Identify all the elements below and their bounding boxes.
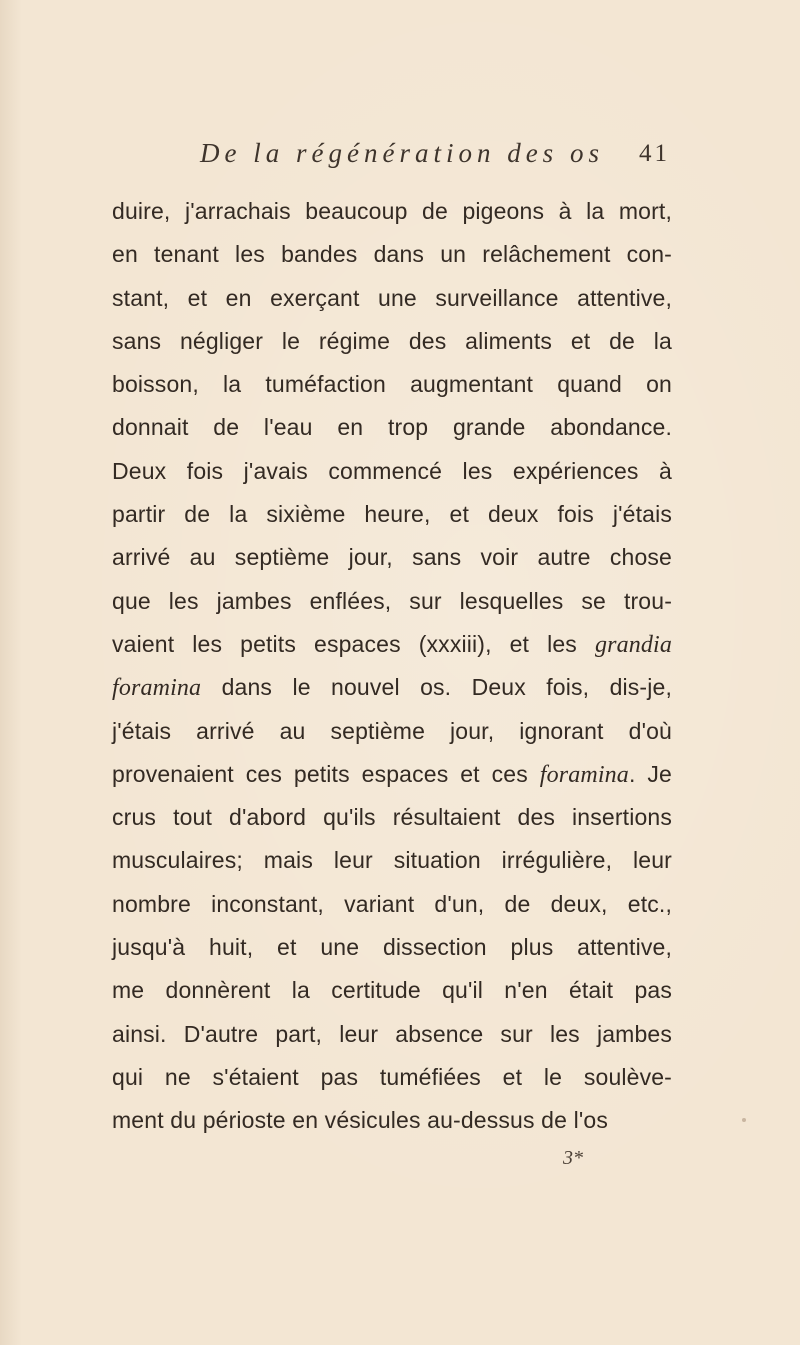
text-line: boisson, la tuméfaction augmentant quand on xyxy=(112,371,672,398)
text-line: j'étais arrivé au septième jour, ignorant d'où xyxy=(112,717,672,744)
text-segment: dans le nouvel os. Deux fois, dis-je, xyxy=(201,674,672,701)
text-line: nombre inconstant, variant d'un, de deux, etc., xyxy=(112,890,672,917)
text-segment: . Je xyxy=(628,760,672,787)
text-line: sans négliger le régime des aliments et de la xyxy=(112,327,672,354)
text-line: musculaires; mais leur situation irrégulière, leur xyxy=(112,847,672,874)
text-line: jusqu'à huit, et une dissection plus attentive, xyxy=(112,934,672,961)
text-line: partir de la sixième heure, et deux fois j'étais xyxy=(112,501,672,528)
running-head xyxy=(112,138,680,182)
italic-latin-term: grandia xyxy=(594,631,672,658)
text-segment: vaient les petits espaces (xxxiii), et les xyxy=(112,630,595,657)
body-text xyxy=(112,190,672,1143)
text-line: stant, et en exerçant une surveillance attentive, xyxy=(112,284,672,311)
signature-mark: 3* xyxy=(563,1147,583,1169)
text-line: que les jambes enflées, sur lesquelles se trou- xyxy=(112,587,672,614)
text-line xyxy=(112,753,672,796)
text-line: duire, j'arrachais beaucoup de pigeons à la mort, xyxy=(112,198,672,224)
text-line: me donnèrent la certitude qu'il n'en était pas xyxy=(112,977,672,1004)
text-line: en tenant les bandes dans un relâchement con- xyxy=(112,241,672,268)
text-line: qui ne s'étaient pas tuméfiées et le soulève- xyxy=(112,1063,672,1090)
text-line xyxy=(112,666,672,709)
text-line: crus tout d'abord qu'ils résultaient des insertions xyxy=(112,804,672,831)
text-line: donnait de l'eau en trop grande abondance. xyxy=(112,414,672,441)
text-segment: provenaient ces petits espaces et ces xyxy=(112,760,540,787)
running-title: De la régénération des os xyxy=(200,138,604,168)
text-line: ment du périoste en vésicules au-dessus de l'os xyxy=(112,1107,608,1134)
text-line: ainsi. D'autre part, leur absence sur les jambes xyxy=(112,1020,672,1047)
text-line: arrivé au septième jour, sans voir autre chose xyxy=(112,544,672,571)
page-number: 41 xyxy=(639,140,670,167)
italic-latin-term: foramina xyxy=(539,761,629,788)
text-line: Deux fois j'avais commencé les expériences à xyxy=(112,457,672,484)
paper-speck xyxy=(742,1118,746,1122)
text-line xyxy=(112,623,672,666)
italic-latin-term: foramina xyxy=(112,675,202,702)
